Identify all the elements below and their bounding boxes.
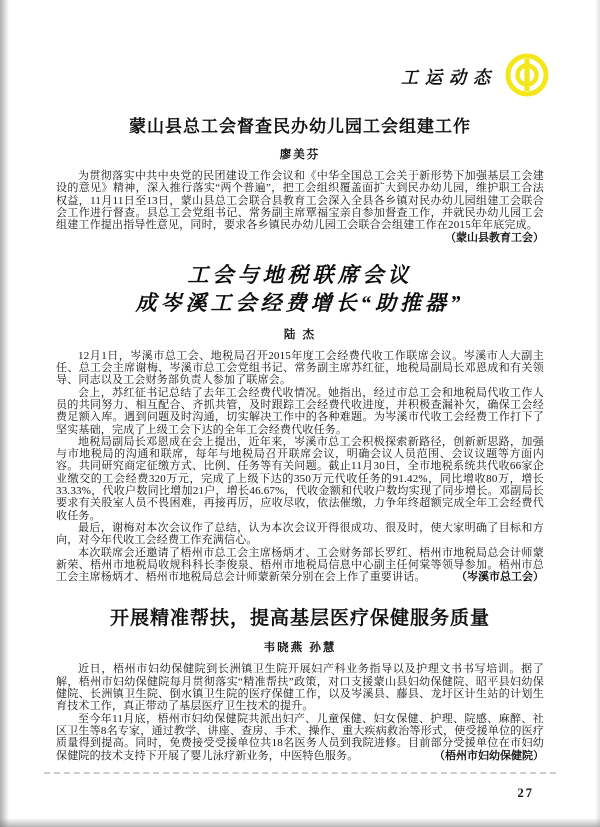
article-2-title-line2: 成岑溪工会经费增长“助推器” <box>135 290 465 315</box>
page-header <box>0 0 600 98</box>
article-2-paragraph: 最后，谢梅对本次会议作了总结，认为本次会议开得很成功、很及时，使大家明确了目标和方向，对今年代收工会经费工作充满信心。 <box>56 521 544 547</box>
scan-shadow-left <box>0 0 9 827</box>
article-2-paragraph: 会上，苏红征书记总结了去年工会经费代收情况。她指出，经过市总工会和地税局代收工作人员的共同努力、相互配合、齐抓共管，及时跟踪工会经费代收进度，并积极查漏补欠，确保工会经费足额入库。遇到问题及时沟通，切实解决工作中的各种难题。为岑溪市代收工会经费工作打下了坚实基础，完成了上级工会下达的全年工会经费代收任务。 <box>56 386 544 436</box>
page-number: 27 <box>517 785 534 800</box>
article-3 <box>56 603 544 761</box>
article-3-attribution: （梧州市妇幼保健院） <box>434 749 544 762</box>
article-1-paragraph: 为贯彻落实中共中央党的民团建设工作会议和《中华全国总工会关于新形势下加强基层工会建设的意见》精神，深入推行落实“两个普遍”，把工会组织覆盖面扩大到民办幼儿园，维护职工合法权益，11月11日至13日，蒙山县总工会联合县教育工会深入全县各乡镇对民办幼儿园组建工会联合会工作进行督查。县总工会党组书记、常务副主席覃福宝亲自参加督查工作，并就民办幼儿园工会组建工作提出指导性意见，同时，要求各乡镇民办幼儿园工会联合会组建工作在2015年年底完成。 <box>56 170 544 232</box>
article-3-paragraph: 至今年11月底，梧州市妇幼保健院共派出妇产、儿童保健、妇女保健、护理、院感、麻醉、社区卫生等8名专家，通过教学、讲座、查房、手术、操作、重大疾病救治等形式，使受援单位的医疗质量得到提高。同时，免费接受受援单位共18名医务人员到我院进修。目前部分受援单位在市妇幼保健院的技术支持下开展了婴儿泳疗新业务，中医特色服务。 <box>56 712 544 762</box>
article-3-authors: 韦晓燕 孙慧 <box>263 642 337 655</box>
article-3-paragraph: 近日，梧州市妇幼保健院到长洲镇卫生院开展妇产科业务指导以及护理文书书写培训。据了解，梧州市妇幼保健院每月贯彻落实“精准帮扶”政策，对口支援蒙山县妇幼保健院、昭平县妇幼保健院、长洲镇卫生院、倒水镇卫生院的医疗保健工作，以及岑溪县、藤县、龙圩区计生站的计划生育技术工作，真正带动了基层医疗卫生技术的提升。 <box>56 663 544 713</box>
fold-dashed-line <box>44 772 556 774</box>
article-1 <box>56 112 544 245</box>
article-2-title <box>56 261 544 317</box>
article-2-attribution: （岑溪市总工会） <box>456 571 544 584</box>
article-2-title-line1: 工会与地税联席会议 <box>187 262 413 287</box>
article-3-title: 开展精准帮扶，提高基层医疗保健服务质量 <box>109 608 490 630</box>
article-2-paragraph: 本次联席会还邀请了梧州市总工会主席杨炳才、工会财务部长罗红、梧州市地税局总会计师蒙新荣、梧州市地税局收规科科长李俊泉、梧州市地税局信息中心副主任何棠等领导参加。梧州市总工会主席杨炳才、梧州市地税局总会计师蒙新荣分别在会上作了重要讲话。 <box>56 546 544 584</box>
article-1-author: 廖美芬 <box>279 149 321 161</box>
article-2-paragraph: 地税局副局长邓恩成在会上提出，近年来，岑溪市总工会积极探索新路径，创新新思路，加强与市地税局的沟通和联席，每年与地税局召开联席会议，明确会议人员范围、会议议题等方面内容。共同研究商定征缴方式、比例、任务等有关问题。截止11月30日，全市地税系统共代收66家企业缴交的工会经费320万元，完成了上级下达的350万元代收任务的91.42%，同比增收80万，增长33.33%，代收户数同比增加21户，增长46.67%，代收金额和代收户数均实现了同步增长。邓副局长要求有关股室人员不畏困难，再接再厉，应收尽收，依法催缴，力争年终超额完成全年工会经费代收任务。 <box>56 435 544 522</box>
article-2-paragraph: 12月1日，岑溪市总工会、地税局召开2015年度工会经费代收工作联席会议。岑溪市人大副主任、总工会主席谢梅、岑溪市总工会党组书记、常务副主席苏红征，地税局副局长邓恩成和有关领导、同志以及工会财务部负责人参加了联席会。 <box>56 349 544 387</box>
scan-shadow-bottom <box>0 818 600 827</box>
article-2-author: 陆 杰 <box>283 328 317 341</box>
article-1-attribution: （蒙山县教育工会） <box>445 232 544 245</box>
article-1-title: 蒙山县总工会督查民办幼儿园工会组建工作 <box>129 117 471 136</box>
trade-union-emblem-icon <box>504 52 550 98</box>
page-content <box>0 112 600 762</box>
scan-shadow-right <box>595 0 600 827</box>
masthead-title: 工运动态 <box>401 67 497 88</box>
article-2 <box>56 261 544 584</box>
